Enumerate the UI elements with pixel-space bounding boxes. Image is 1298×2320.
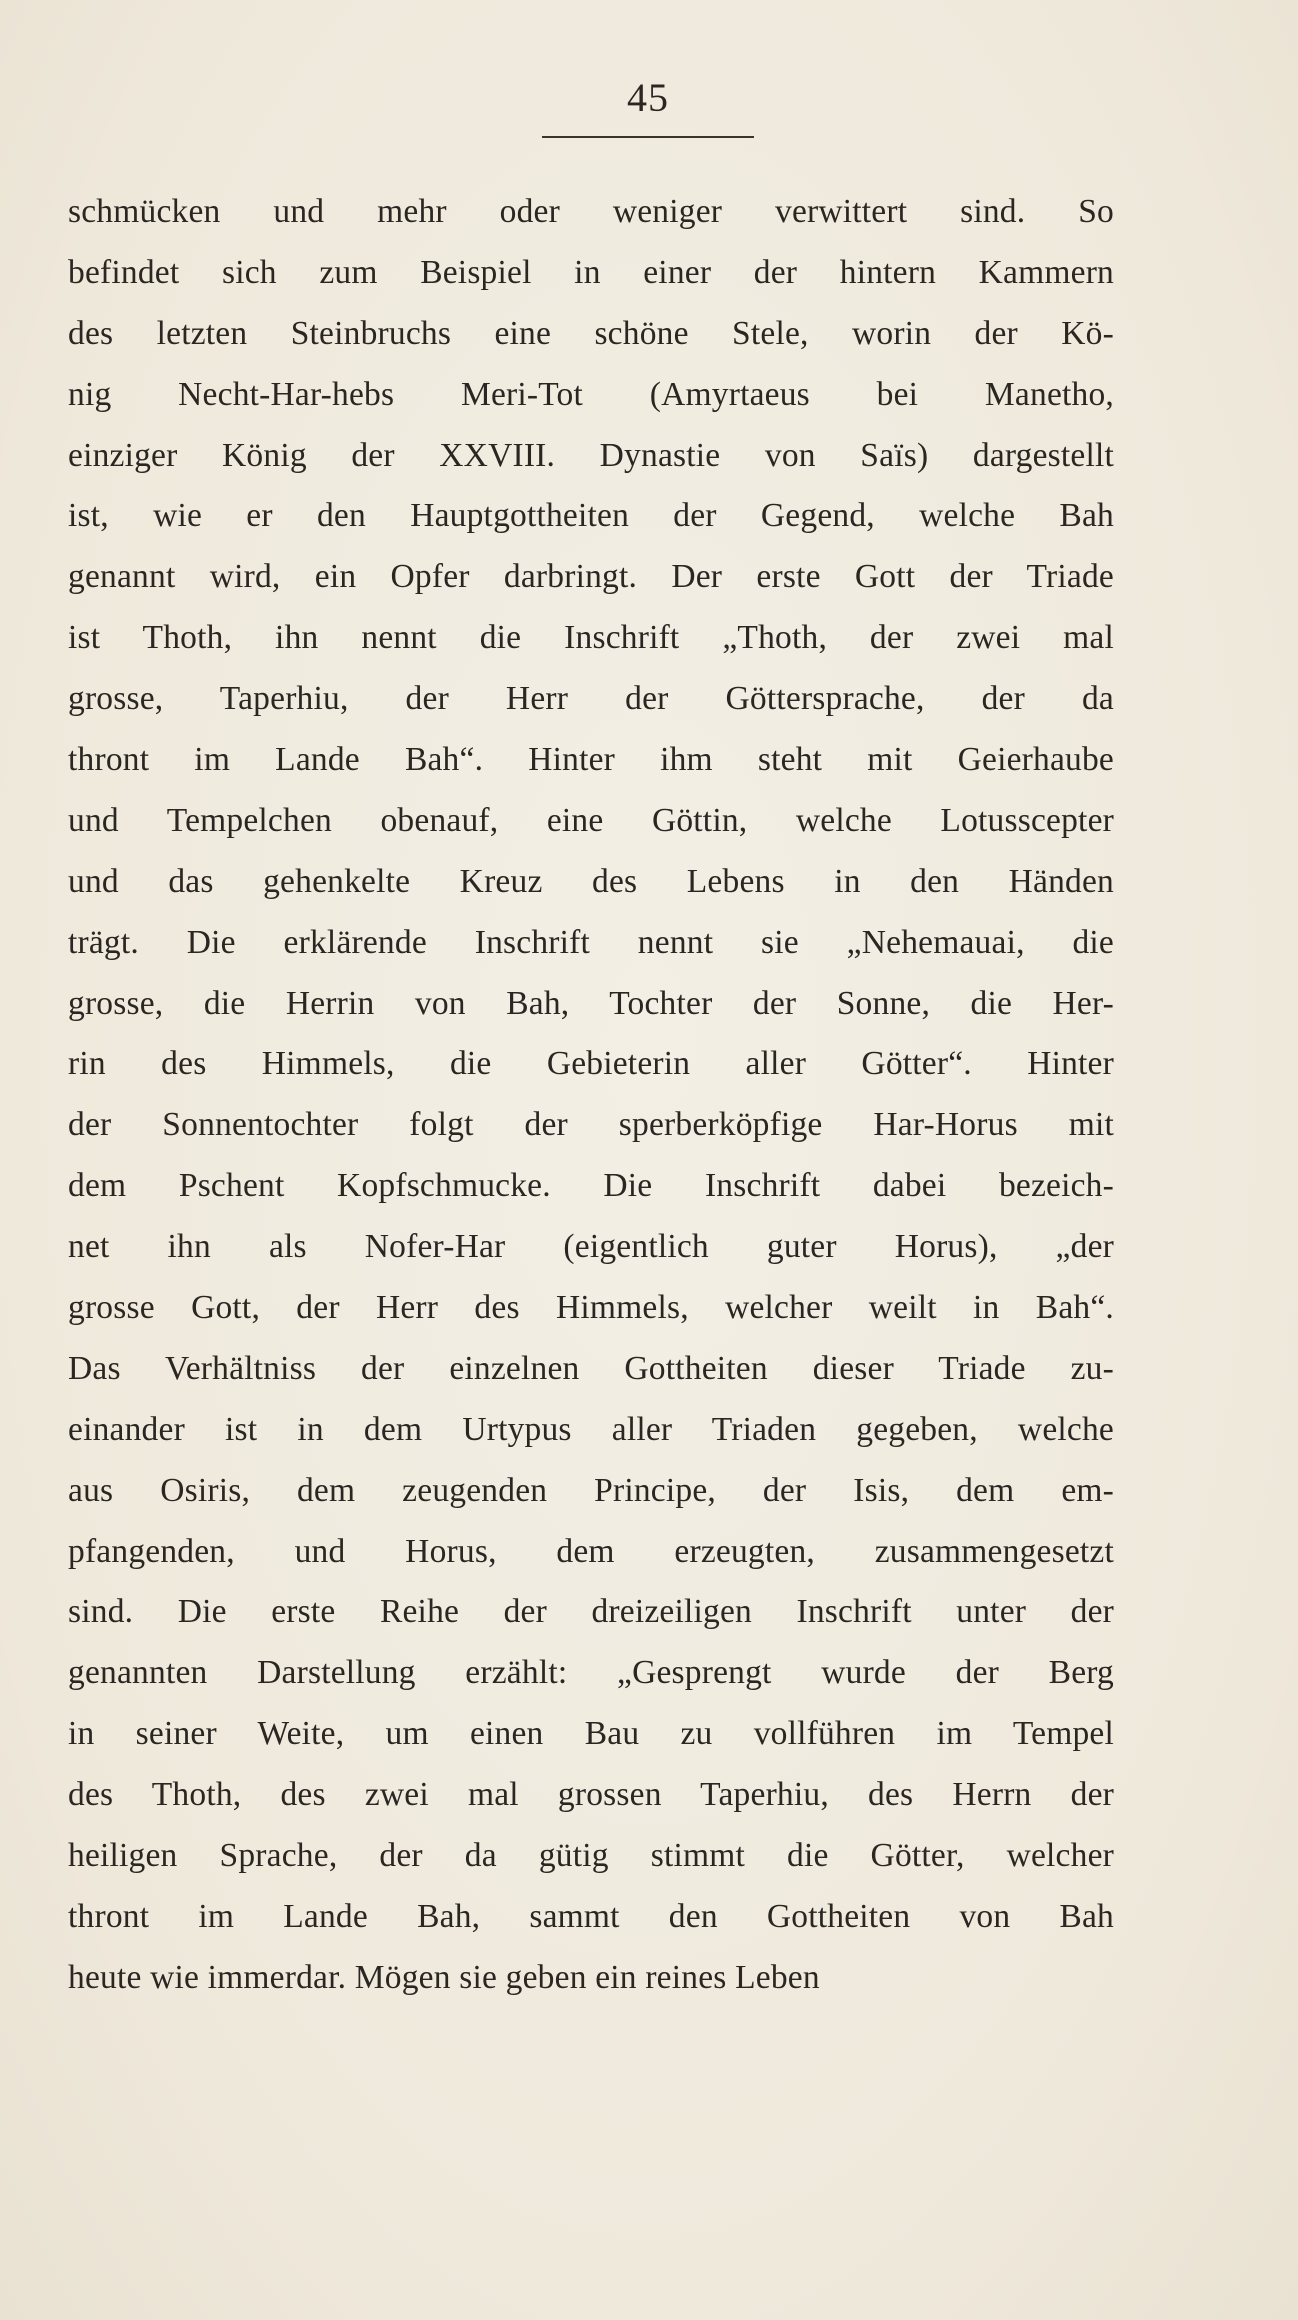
text-line: trägt. Die erklärende Inschrift nennt sie „Nehemauai, die — [68, 923, 1114, 961]
text-line: heiligen Sprache, der da gütig stimmt die Götter, welcher — [68, 1837, 1114, 1875]
text-line: thront im Lande Bah, sammt den Gottheiten von Bah — [68, 1897, 1114, 1935]
text-line: schmücken und mehr oder weniger verwittert sind. So — [68, 193, 1114, 230]
text-line: ist, wie er den Hauptgottheiten der Gegend, welche Bah — [68, 497, 1114, 535]
text-line: grosse, Taperhiu, der Herr der Göttersprache, der da — [68, 680, 1114, 718]
text-line: und das gehenkelte Kreuz des Lebens in den Händen — [68, 862, 1114, 900]
header-rule — [542, 136, 754, 138]
page-number: 45 — [627, 75, 669, 120]
text-line: nig Necht-Har-hebs Meri-Tot (Amyrtaeus bei Manetho, — [68, 375, 1114, 413]
text-line: rin des Himmels, die Gebieterin aller Götter“. Hinter — [68, 1045, 1114, 1083]
body-text — [68, 182, 1114, 2009]
text-line: genannten Darstellung erzählt: „Gesprengt wurde der Berg — [68, 1654, 1114, 1692]
text-line: einziger König der XXVIII. Dynastie von Saïs) dargestellt — [68, 436, 1114, 474]
text-line: in seiner Weite, um einen Bau zu vollführen im Tempel — [68, 1715, 1114, 1753]
text-line: net ihn als Nofer-Har (eigentlich guter Horus), „der — [68, 1228, 1114, 1266]
text-line: ist Thoth, ihn nennt die Inschrift „Thoth, der zwei mal — [68, 619, 1114, 657]
text-line: befindet sich zum Beispiel in einer der hintern Kammern — [68, 253, 1114, 291]
text-line: aus Osiris, dem zeugenden Principe, der Isis, dem em- — [68, 1471, 1114, 1509]
text-line: grosse, die Herrin von Bah, Tochter der Sonne, die Her- — [68, 984, 1114, 1022]
text-line: und Tempelchen obenauf, eine Göttin, welche Lotusscepter — [68, 801, 1114, 839]
text-line: genannt wird, ein Opfer darbringt. Der erste Gott der Triade — [68, 558, 1114, 596]
text-line: grosse Gott, der Herr des Himmels, welcher weilt in Bah“. — [68, 1289, 1114, 1327]
text-line: thront im Lande Bah“. Hinter ihm steht mit Geierhaube — [68, 741, 1114, 779]
text-line: sind. Die erste Reihe der dreizeiligen Inschrift unter der — [68, 1593, 1114, 1631]
text-line: des Thoth, des zwei mal grossen Taperhiu, des Herrn der — [68, 1776, 1114, 1814]
text-line: des letzten Steinbruchs eine schöne Stele, worin der Kö- — [68, 314, 1114, 352]
text-line: einander ist in dem Urtypus aller Triaden gegeben, welche — [68, 1410, 1114, 1448]
text-line: der Sonnentochter folgt der sperberköpfige Har-Horus mit — [68, 1106, 1114, 1144]
text-line: dem Pschent Kopfschmucke. Die Inschrift dabei bezeich- — [68, 1167, 1114, 1205]
text-line: heute wie immerdar. Mögen sie geben ein reines Leben — [68, 1958, 820, 1996]
text-line: pfangenden, und Horus, dem erzeugten, zusammengesetzt — [68, 1532, 1114, 1570]
text-line: Das Verhältniss der einzelnen Gottheiten dieser Triade zu- — [68, 1349, 1114, 1387]
